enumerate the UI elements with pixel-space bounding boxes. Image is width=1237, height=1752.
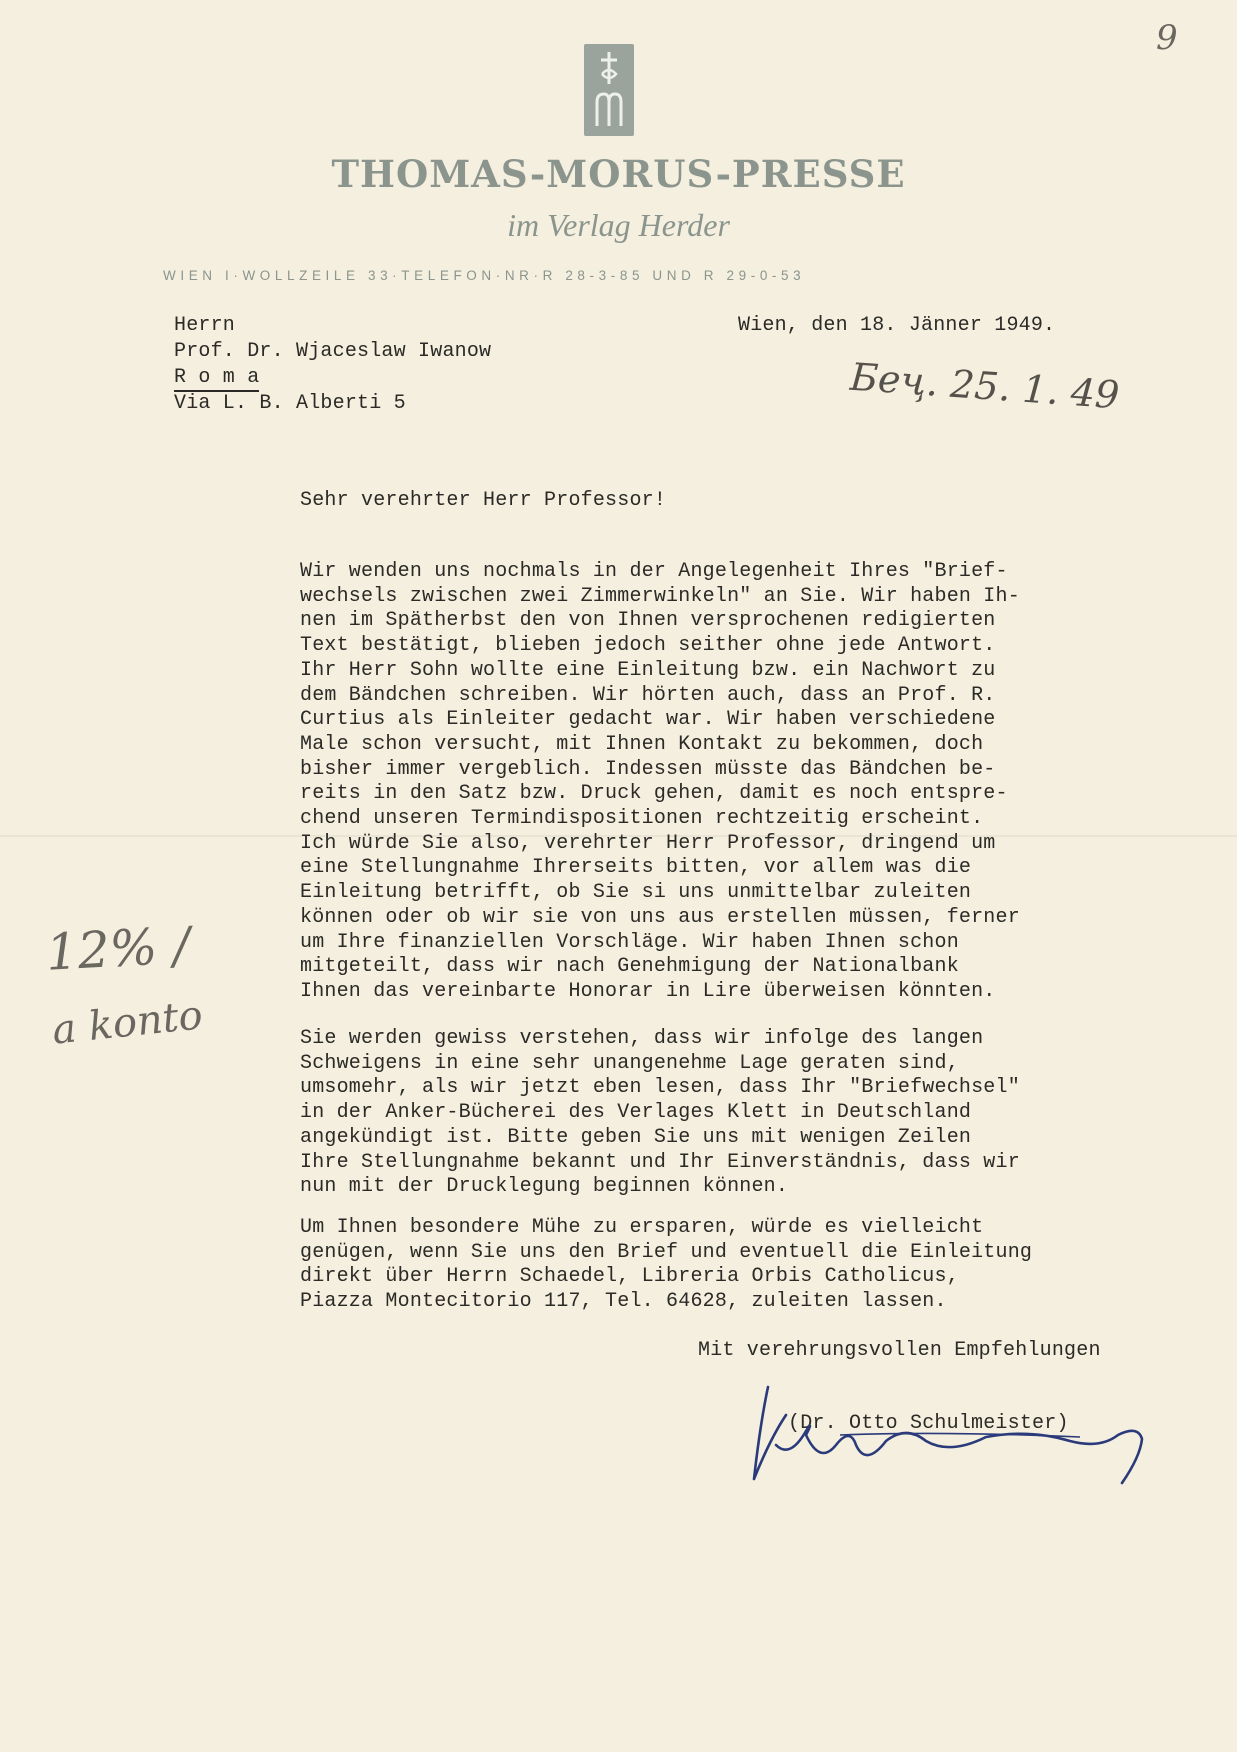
- letter-date: Wien, den 18. Jänner 1949.: [738, 314, 1056, 337]
- greeting: Sehr verehrter Herr Professor!: [300, 489, 667, 512]
- margin-note-akonto: a konto: [50, 992, 205, 1054]
- publisher-line: im Verlag Herder: [507, 207, 730, 243]
- addressee-name: Prof. Dr. Wjaceslaw Iwanow: [174, 340, 492, 363]
- body-paragraph-1: Wir wenden uns nochmals in der Angelegenheit Ihres "Brief- wechsels zwischen zwei Zimmerwinkeln" an Sie. Wir haben Ih- nen im Spätherbst den von Ihnen versprochenen redigierten Text bestätigt, blieben jedoch seither ohne jede Antwort. Ihr Herr Sohn wollte eine Einleitung bzw. ein Nachwort zu dem Bändchen schreiben. Wir hörten auch, dass an Prof. R. Curtius als Einleiter gedacht war. Wir haben verschiedene Male schon versucht, mit Ihnen Kontakt zu bekommen, doch bisher immer vergeblich. Indessen müsste das Bändchen be- reits in den Satz bzw. Druck gehen, damit es noch entspre- chend unseren Termindispositionen rechtzeitig erscheint. Ich würde Sie also, verehrter Herr Professor, dringend um eine Stellungnahme Ihrerseits bitten, vor allem was die Einleitung betrifft, ob Sie si uns unmittelbar zuleiten können oder ob wir sie von uns aus erstellen müssen, ferner um Ihre finanziellen Vorschläge. Wir haben Ihnen schon mitgeteilt, dass wir nach Genehmigung der Nationalbank Ihnen das vereinbarte Honorar in Lire überweisen könnten.: [300, 560, 1020, 1003]
- received-note: Беҷ. 25. 1. 49: [848, 354, 1121, 418]
- addressee-street: Via L. B. Alberti 5: [174, 392, 406, 415]
- closing-line: Mit verehrungsvollen Empfehlungen: [698, 1339, 1101, 1362]
- body-paragraph-2: Sie werden gewiss verstehen, dass wir infolge des langen Schweigens in eine sehr unangenehme Lage geraten sind, umsomehr, als wir jetzt eben lesen, dass Ihr "Briefwechsel" in der Anker-Bücherei des Verlages Klett in Deutschland angekündigt ist. Bitte geben Sie uns mit wenigen Zeilen Ihre Stellungnahme bekannt und Ihr Einverständnis, dass wir nun mit der Drucklegung beginnen können.: [300, 1027, 1020, 1199]
- addressee-salutation: Herrn: [174, 314, 236, 337]
- addressee-city: R o m a: [174, 366, 259, 392]
- press-name: THOMAS-MORUS-PRESSE: [331, 152, 906, 196]
- signatory-name: (Dr. Otto Schulmeister): [788, 1412, 1069, 1435]
- press-logo: [584, 44, 634, 136]
- contact-line: WIEN I·WOLLZEILE 33·TELEFON·NR·R 28-3-85 UND R 29-0-53: [163, 268, 806, 283]
- body-paragraph-3: Um Ihnen besondere Mühe zu ersparen, würde es vielleicht genügen, wenn Sie uns den Brief und eventuell die Einleitung direkt über Herrn Schaedel, Libreria Orbis Catholicus, Piazza Montecitorio 117, Tel. 64628, zuleiten lassen.: [300, 1216, 1033, 1314]
- page-number: 9: [1156, 18, 1178, 58]
- handwritten-signature: [740, 1375, 1170, 1500]
- margin-note-percent: 12% /: [44, 916, 192, 982]
